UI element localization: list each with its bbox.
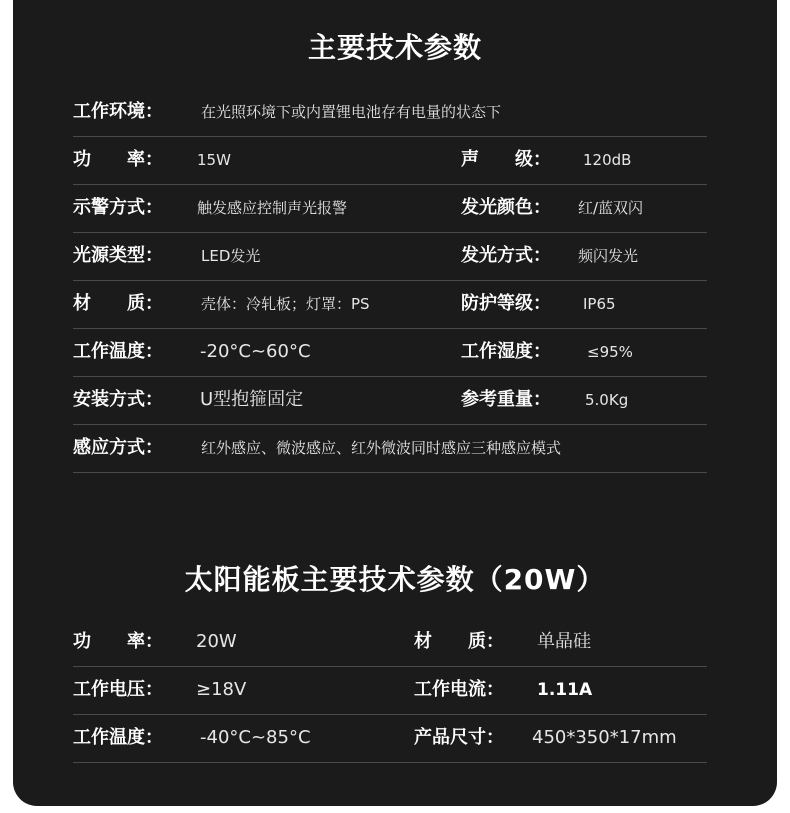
spec-row-environment bbox=[73, 88, 707, 137]
spec-label: 工作电流： bbox=[414, 679, 504, 700]
spec-label: 参考重量： bbox=[461, 389, 551, 410]
spec-label: 产品尺寸： bbox=[414, 727, 504, 748]
spec-value: ≥18V bbox=[196, 679, 247, 700]
spec-row-temp-humidity bbox=[73, 328, 707, 377]
spec-label: 发光颜色： bbox=[461, 197, 551, 218]
spec-label: 功 率： bbox=[73, 149, 163, 170]
spec-value: U型抱箍固定 bbox=[200, 389, 304, 410]
spec-row-material-ip bbox=[73, 280, 707, 329]
spec-label: 材 质： bbox=[414, 631, 504, 652]
section-title-main: 主要技术参数 bbox=[307, 31, 482, 64]
spec-value: -20°C~60°C bbox=[200, 341, 311, 362]
spec-value: 120dB bbox=[583, 151, 632, 169]
spec-label: 示警方式： bbox=[73, 197, 163, 218]
spec-label: 工作电压： bbox=[73, 679, 163, 700]
spec-label: 工作温度： bbox=[73, 341, 163, 362]
spec-value: 在光照环境下或内置锂电池存有电量的状态下 bbox=[201, 103, 502, 121]
spec-value: ≤95% bbox=[587, 343, 633, 361]
spec-label: 防护等级： bbox=[461, 293, 551, 314]
spec-value: 频闪发光 bbox=[578, 247, 639, 265]
spec-value: 20W bbox=[196, 631, 237, 652]
spec-label: 安装方式： bbox=[73, 389, 163, 410]
spec-value: LED发光 bbox=[201, 247, 261, 265]
section-title-solar: 太阳能板主要技术参数（20W） bbox=[184, 563, 606, 596]
spec-value: 触发感应控制声光报警 bbox=[197, 199, 348, 217]
spec-label: 材 质： bbox=[73, 293, 163, 314]
spec-label: 工作环境： bbox=[73, 101, 163, 122]
solar-row-temp-size bbox=[73, 714, 707, 763]
spec-label: 光源类型： bbox=[73, 245, 163, 266]
spec-value: 壳体：冷轧板；灯罩：PS bbox=[201, 295, 370, 313]
spec-value: 5.0Kg bbox=[585, 391, 629, 409]
spec-label: 声 级： bbox=[461, 149, 551, 170]
spec-label: 感应方式： bbox=[73, 437, 163, 458]
spec-value: 15W bbox=[197, 151, 231, 169]
spec-row-alert-color bbox=[73, 184, 707, 233]
solar-row-voltage-current bbox=[73, 666, 707, 715]
spec-row-sensing bbox=[73, 424, 707, 473]
spec-label: 功 率： bbox=[73, 631, 163, 652]
solar-row-power-material bbox=[73, 618, 707, 667]
spec-row-light-source bbox=[73, 232, 707, 281]
spec-label: 发光方式： bbox=[461, 245, 551, 266]
spec-value: IP65 bbox=[583, 295, 616, 313]
spec-value: 红外感应、微波感应、红外微波同时感应三种感应模式 bbox=[201, 439, 562, 457]
spec-value: 450*350*17mm bbox=[532, 727, 677, 748]
spec-value: -40°C~85°C bbox=[200, 727, 311, 748]
spec-value: 1.11A bbox=[537, 680, 593, 700]
spec-label: 工作湿度： bbox=[461, 341, 551, 362]
spec-value: 红/蓝双闪 bbox=[578, 199, 644, 217]
spec-row-power-sound bbox=[73, 136, 707, 185]
spec-row-install-weight bbox=[73, 376, 707, 425]
spec-label: 工作温度： bbox=[73, 727, 163, 748]
spec-value: 单晶硅 bbox=[537, 631, 591, 652]
